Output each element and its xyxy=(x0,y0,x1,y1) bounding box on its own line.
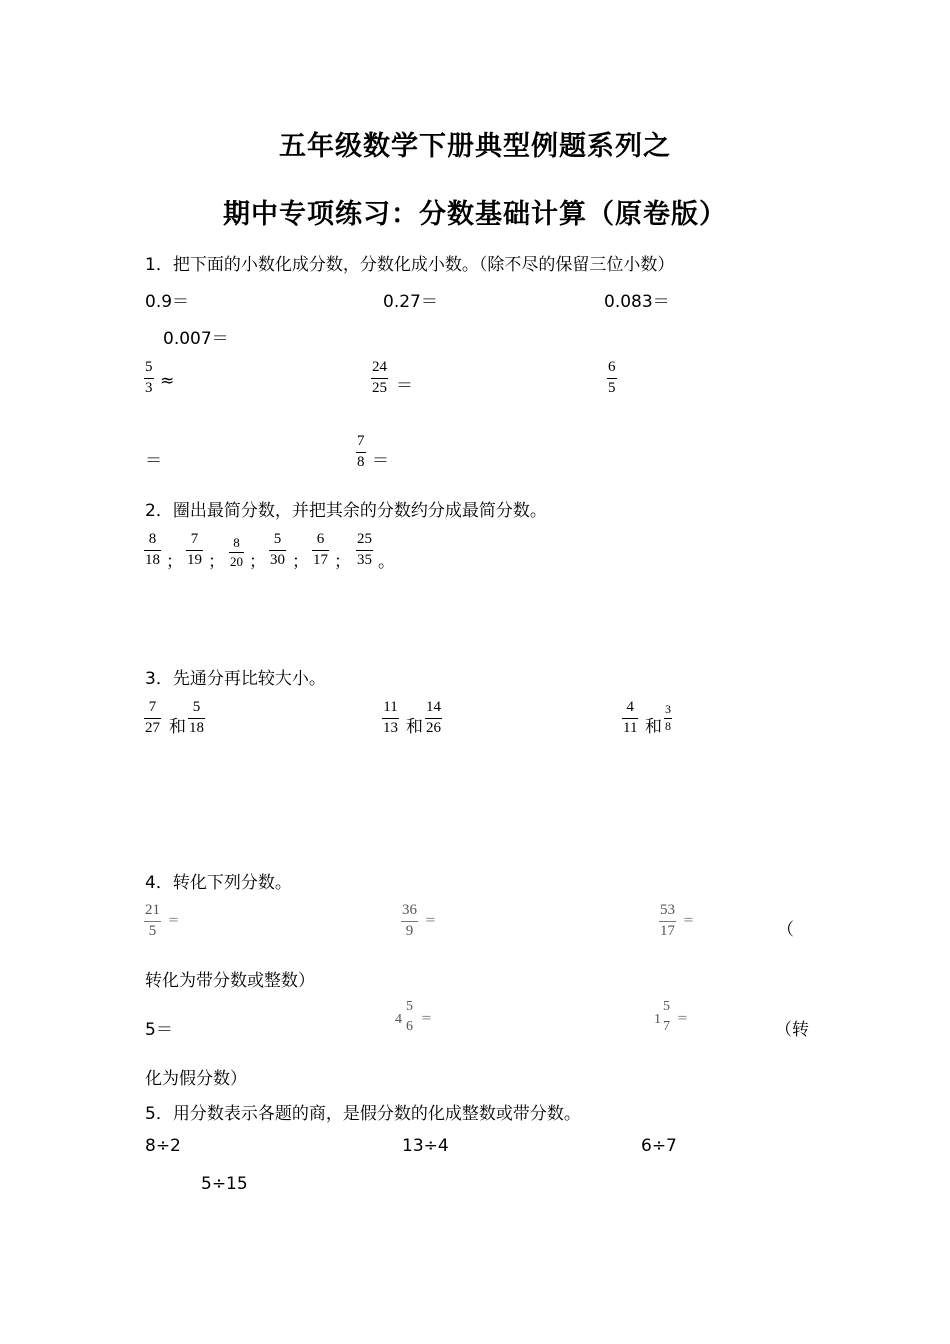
q3-pair-1-a: 7 27 xyxy=(145,699,160,736)
q3-pair-2-b: 14 26 xyxy=(426,699,441,736)
q1-decimal-3: 0.083＝ xyxy=(604,292,670,312)
q3-pair-3-joiner: 和 xyxy=(645,717,662,737)
q4-improper-3: 53 17 xyxy=(660,902,675,939)
title-line-2: 期中专项练习：分数基础计算（原卷版） xyxy=(223,199,727,230)
q2-separator-3: ； xyxy=(249,552,266,572)
q1-prompt: 1．把下面的小数化成分数，分数化成小数。（除不尽的保留三位小数） xyxy=(145,255,675,275)
q1-fraction-4-sign: ＝ xyxy=(372,451,389,471)
q3-pair-3-a: 4 11 xyxy=(623,699,638,736)
q3-pair-1-b: 5 18 xyxy=(189,699,204,736)
q2-prompt: 2．圈出最简分数，并把其余的分数约分成最简分数。 xyxy=(145,501,547,521)
q2-fraction-5: 6 17 xyxy=(313,531,328,568)
q1-fraction-1: 5 3 xyxy=(145,359,153,396)
q4-note-1-rest: 转化为带分数或整数） xyxy=(145,971,315,991)
q2-separator-2: ； xyxy=(208,552,225,572)
q4-improper-1: 21 5 xyxy=(145,902,160,939)
q1-fraction-2-sign: ＝ xyxy=(396,376,413,396)
q2-fraction-3: 8 20 xyxy=(230,535,243,569)
q5-prompt: 5．用分数表示各题的商，是假分数的化成整数或带分数。 xyxy=(145,1104,581,1124)
q2-end-mark: 。 xyxy=(378,552,395,572)
q5-item-2: 13÷4 xyxy=(402,1136,449,1156)
q4-note-1-open: （ xyxy=(777,920,794,940)
q4-whole-number: 5＝ xyxy=(145,1020,173,1040)
q5-item-1: 8÷2 xyxy=(145,1136,181,1156)
q5-item-4: 5÷15 xyxy=(201,1174,248,1194)
q3-pair-1-joiner: 和 xyxy=(169,717,186,737)
q1-decimal-1: 0.9＝ xyxy=(145,292,190,312)
q2-fraction-4: 5 30 xyxy=(270,531,285,568)
q4-prompt: 4．转化下列分数。 xyxy=(145,873,292,893)
q4-improper-1-eq: = xyxy=(168,913,179,928)
q1-decimal-2: 0.27＝ xyxy=(383,292,438,312)
q4-note-2-open: （转 xyxy=(775,1020,809,1040)
q4-improper-2: 36 9 xyxy=(402,902,417,939)
q1-fraction-1-sign: ≈ xyxy=(160,371,175,391)
q2-fraction-1: 8 18 xyxy=(145,531,160,568)
q4-improper-3-eq: = xyxy=(683,913,694,928)
q2-fraction-2: 7 19 xyxy=(187,531,202,568)
q1-fraction-3: 6 5 xyxy=(608,359,616,396)
q2-separator-4: ； xyxy=(292,552,309,572)
q4-note-2-rest: 化为假分数） xyxy=(145,1069,247,1089)
q1-decimal-4: 0.007＝ xyxy=(163,329,229,349)
q1-fraction-2: 24 25 xyxy=(372,359,387,396)
q4-mixed-2-eq: = xyxy=(677,1011,688,1026)
q1-lone-equals: ＝ xyxy=(145,451,162,471)
q3-pair-2-a: 11 13 xyxy=(383,699,398,736)
q4-mixed-1-eq: = xyxy=(421,1011,432,1026)
q3-pair-2-joiner: 和 xyxy=(406,717,423,737)
q1-fraction-4: 7 8 xyxy=(357,433,365,470)
q2-separator-1: ； xyxy=(166,552,183,572)
q5-item-3: 6÷7 xyxy=(641,1136,677,1156)
q4-improper-2-eq: = xyxy=(425,913,436,928)
q4-mixed-1-whole: 4 xyxy=(395,1012,402,1027)
q4-mixed-1-fraction: 5 6 xyxy=(406,999,413,1034)
q4-mixed-2-whole: 1 xyxy=(654,1012,661,1027)
title-line-1: 五年级数学下册典型例题系列之 xyxy=(279,131,671,162)
q3-prompt: 3．先通分再比较大小。 xyxy=(145,669,326,689)
q4-mixed-2-fraction: 5 7 xyxy=(663,999,670,1034)
q3-pair-3-b: 3 8 xyxy=(665,702,671,733)
q2-separator-5: ； xyxy=(334,552,351,572)
q2-fraction-6: 25 35 xyxy=(357,531,372,568)
